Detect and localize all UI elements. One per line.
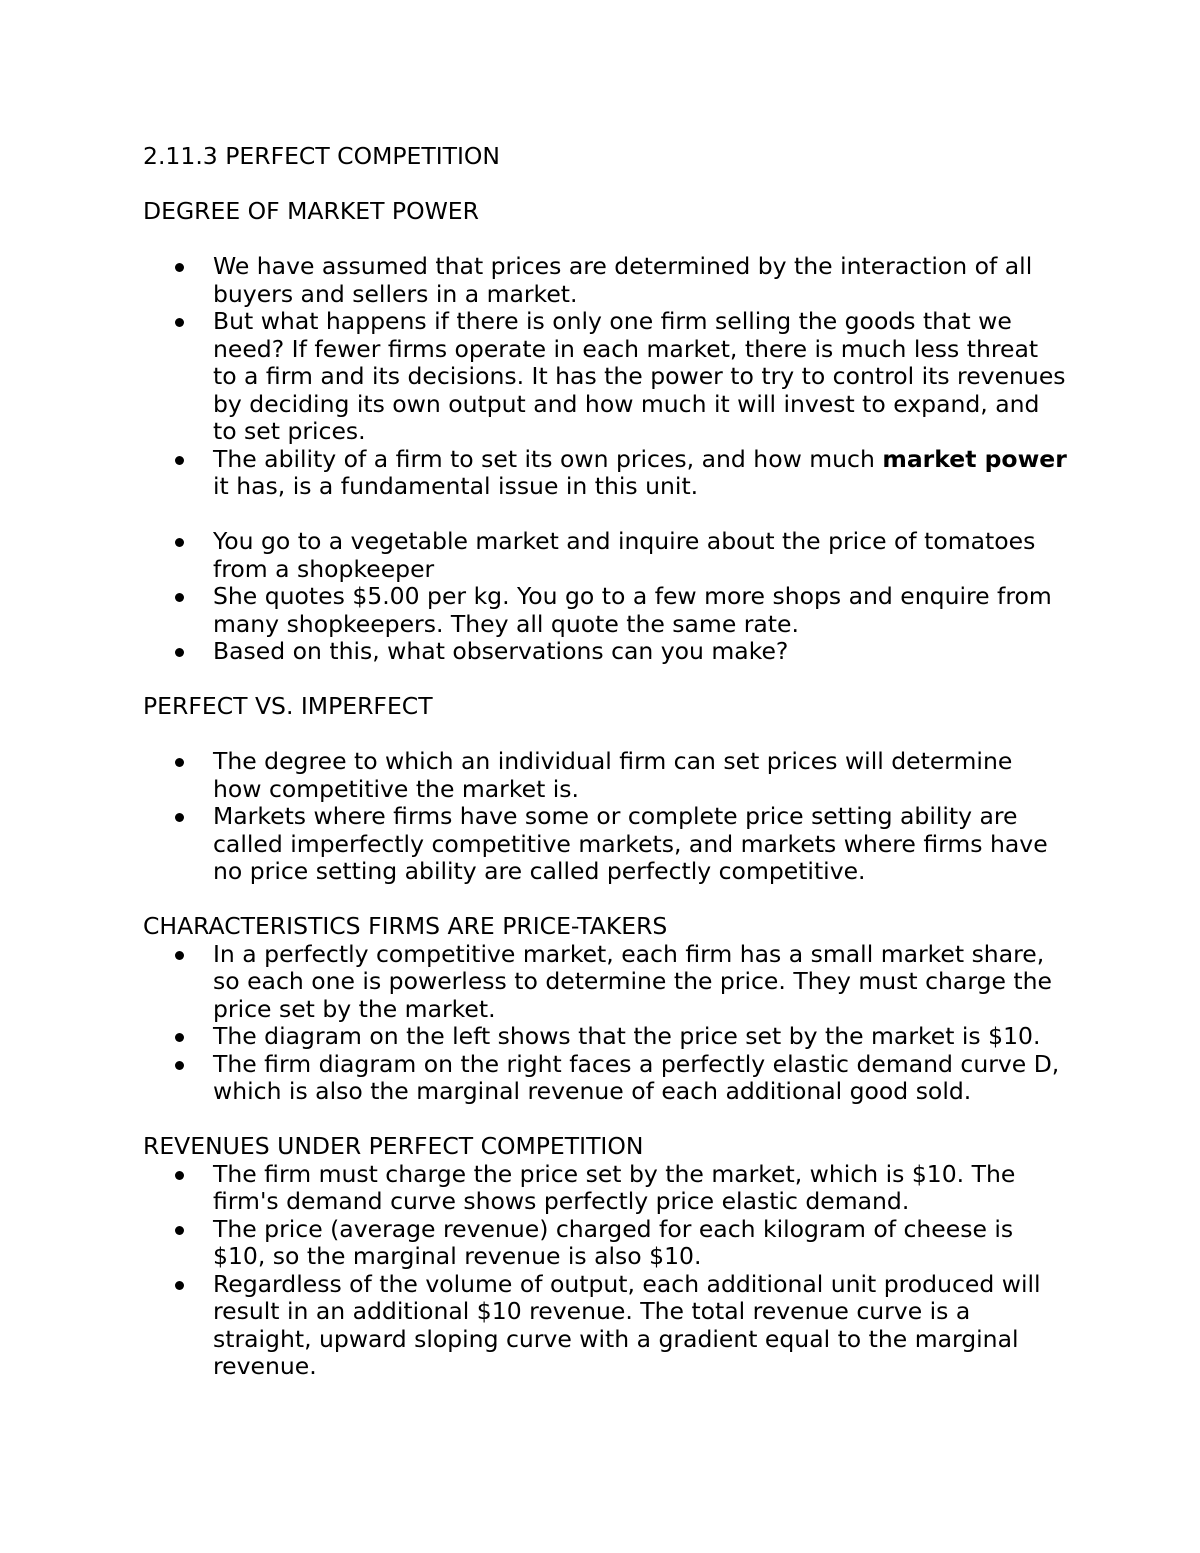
heading-price-takers: CHARACTERISTICS FIRMS ARE PRICE-TAKERS bbox=[143, 912, 668, 940]
list-item: The diagram on the left shows that the price set by the market is $10. bbox=[143, 1023, 1068, 1051]
revenues-list bbox=[143, 1161, 1068, 1381]
list-item bbox=[143, 446, 1068, 501]
bold-term-market-power: market power bbox=[882, 444, 1067, 473]
document-page bbox=[143, 143, 1068, 1381]
list-item: The degree to which an individual firm can set prices will determine how competitive the market is. bbox=[143, 748, 1068, 803]
spacer bbox=[143, 226, 1068, 254]
spacer bbox=[143, 886, 1068, 914]
perfect-vs-imperfect-list bbox=[143, 748, 1068, 886]
list-item: Based on this, what observations can you make? bbox=[143, 638, 1068, 666]
list-item: We have assumed that prices are determined by the interaction of all buyers and sellers in a market. bbox=[143, 253, 1068, 308]
spacer bbox=[143, 721, 1068, 749]
spacer bbox=[143, 501, 1068, 529]
market-power-list bbox=[143, 253, 1068, 501]
list-item: She quotes $5.00 per kg. You go to a few more shops and enquire from many shopkeepers. They all quote the same rate. bbox=[143, 583, 1068, 638]
heading-revenues: REVENUES UNDER PERFECT COMPETITION bbox=[143, 1132, 644, 1160]
heading-perfect-vs-imperfect: PERFECT VS. IMPERFECT bbox=[143, 692, 433, 720]
list-item: Regardless of the volume of output, each additional unit produced will result in an additional $10 revenue. The total revenue curve is a straight, upward sloping curve with a gradient equal to the marginal revenue. bbox=[143, 1271, 1068, 1381]
list-item: The firm must charge the price set by the market, which is $10. The firm's demand curve shows perfectly price elastic demand. bbox=[143, 1161, 1068, 1216]
list-item: In a perfectly competitive market, each firm has a small market share, so each one is powerless to determine the price. They must charge the price set by the market. bbox=[143, 941, 1068, 1024]
list-item: You go to a vegetable market and inquire about the price of tomatoes from a shopkeeper bbox=[143, 528, 1068, 583]
tomato-example-list bbox=[143, 528, 1068, 666]
document-title: 2.11.3 PERFECT COMPETITION bbox=[143, 142, 501, 170]
spacer bbox=[143, 1106, 1068, 1134]
list-item: But what happens if there is only one firm selling the goods that we need? If fewer firms operate in each market, there is much less threat to a firm and its decisions. It has the power to try to control its revenues by deciding its own output and how much it will invest to expand, and to set prices. bbox=[143, 308, 1068, 446]
spacer bbox=[143, 171, 1068, 199]
list-item: The price (average revenue) charged for each kilogram of cheese is $10, so the marginal revenue is also $10. bbox=[143, 1216, 1068, 1271]
price-takers-list bbox=[143, 941, 1068, 1106]
list-item: Markets where firms have some or complete price setting ability are called imperfectly competitive markets, and markets where firms have no price setting ability are called perfectly competitive. bbox=[143, 803, 1068, 886]
spacer bbox=[143, 666, 1068, 694]
list-item-text: The ability of a firm to set its own prices, and how much bbox=[213, 444, 883, 473]
heading-market-power: DEGREE OF MARKET POWER bbox=[143, 197, 479, 225]
list-item: The firm diagram on the right faces a perfectly elastic demand curve D, which is also the marginal revenue of each additional good sold. bbox=[143, 1051, 1068, 1106]
list-item-text: it has, is a fundamental issue in this unit. bbox=[213, 472, 699, 500]
